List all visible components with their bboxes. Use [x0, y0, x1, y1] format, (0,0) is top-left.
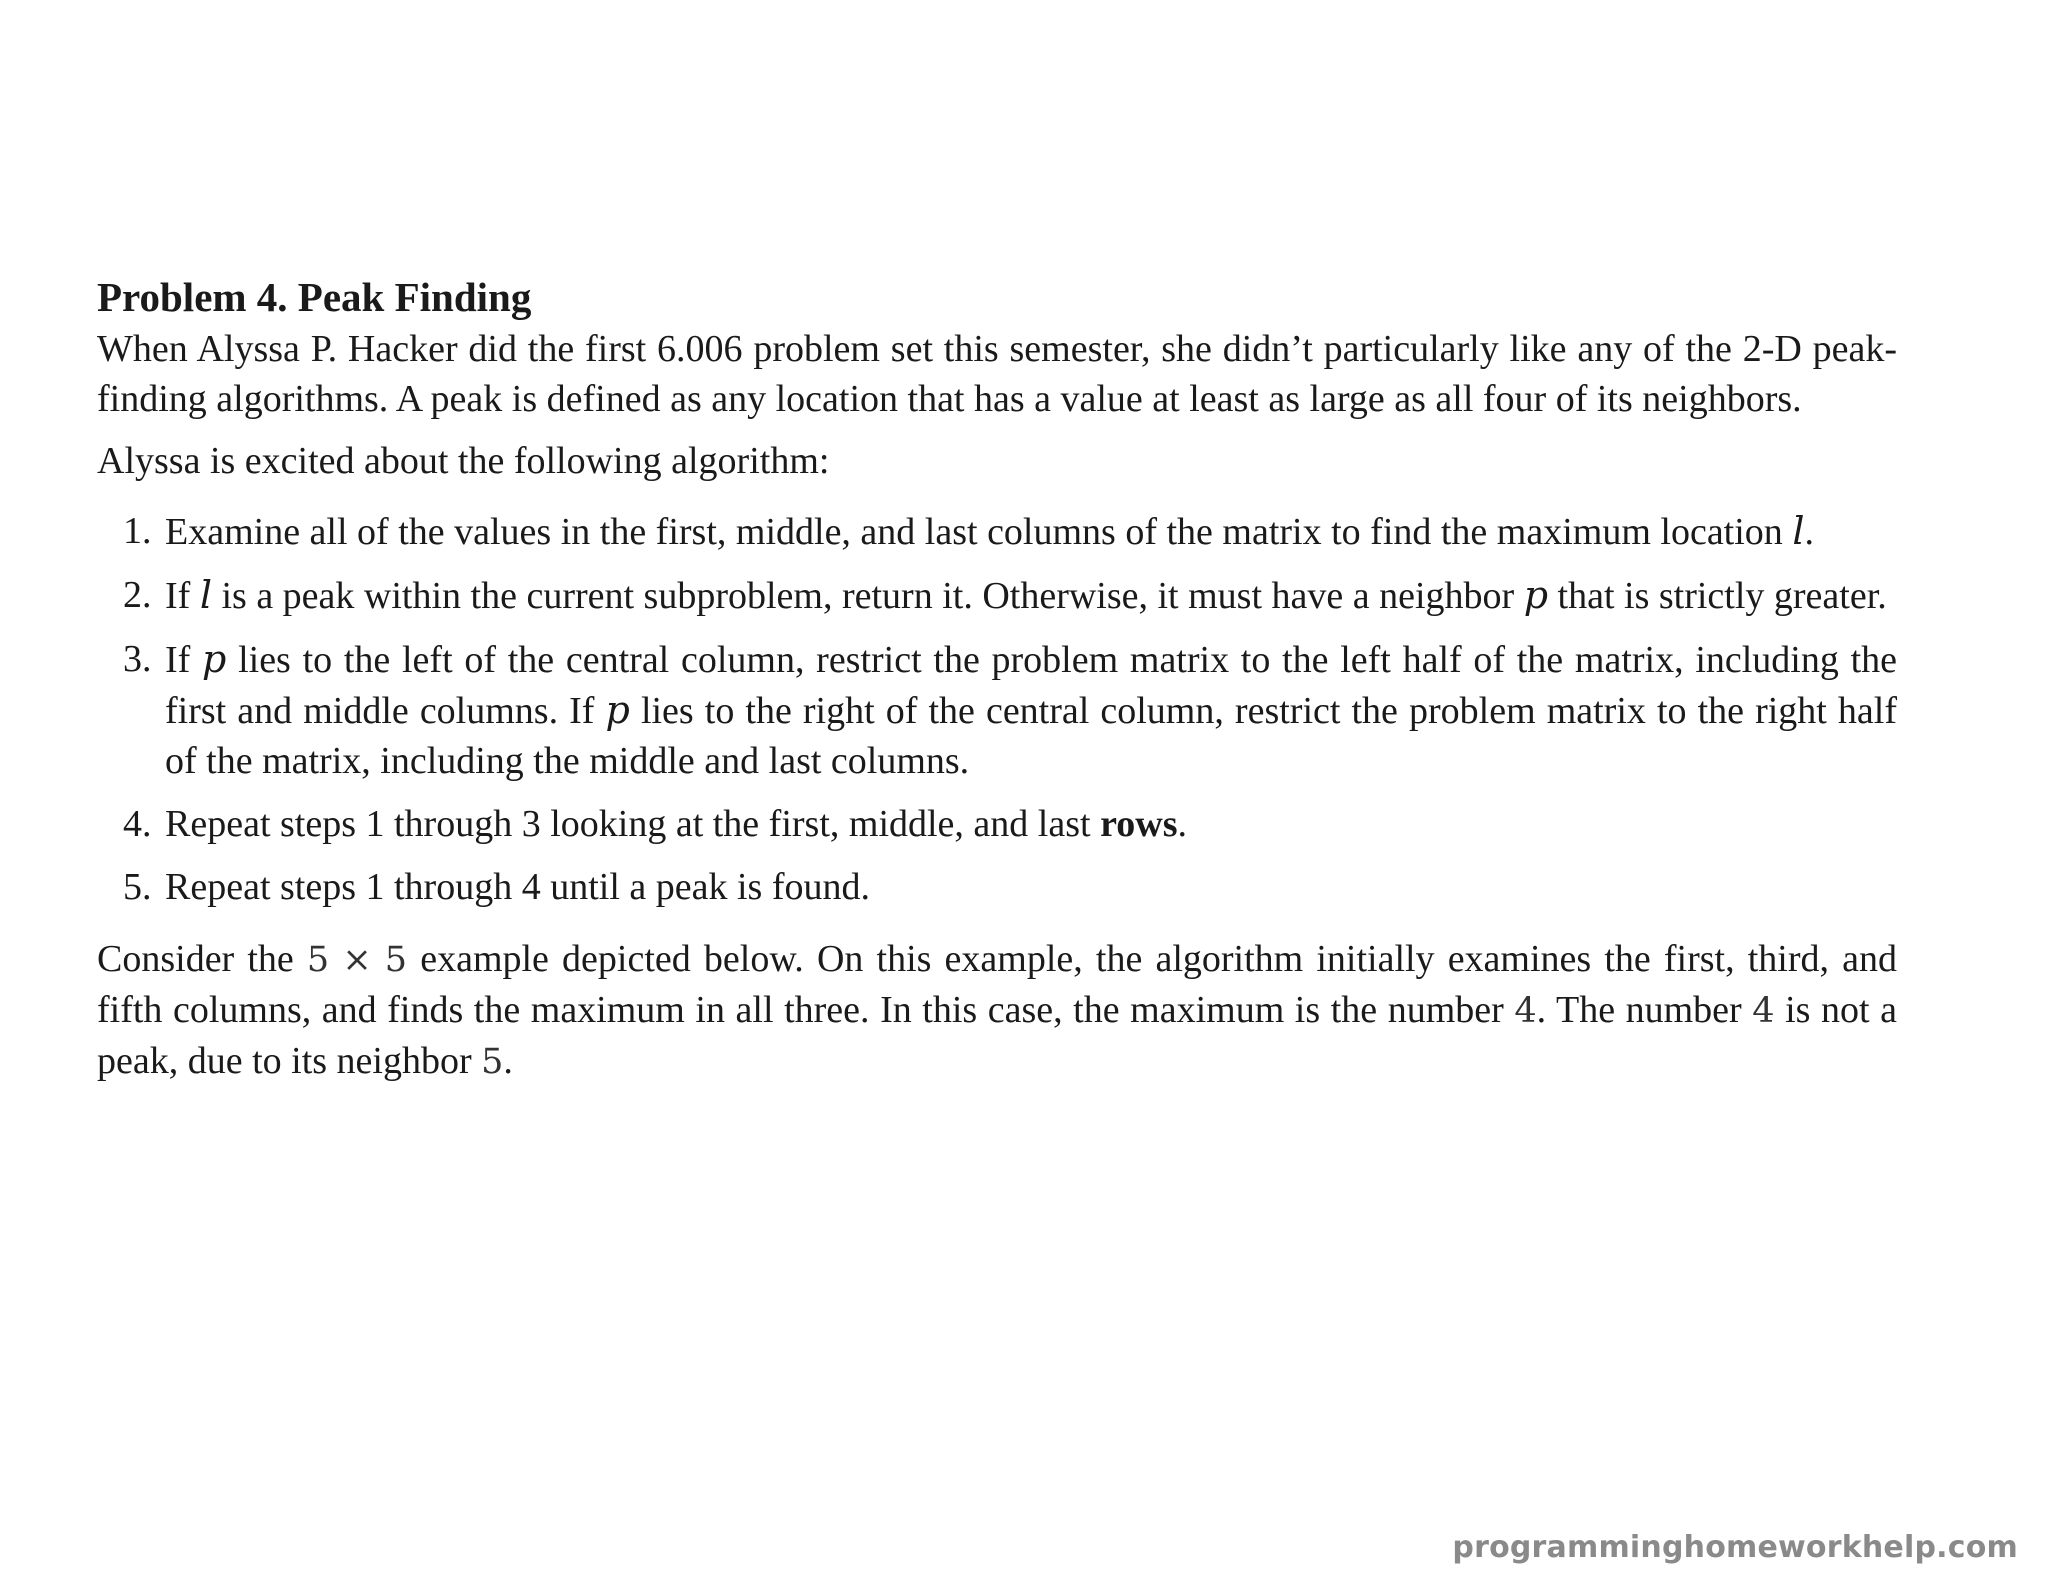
document-page	[97, 272, 1897, 1099]
step-text: Examine all of the values in the first, middle, and last columns of the matrix to find the maximum location	[165, 511, 1793, 553]
times-symbol: ×	[342, 940, 372, 980]
step-text: .	[1804, 511, 1814, 553]
neighbor-value: 5	[481, 1042, 504, 1082]
example-text: Consider the	[97, 938, 307, 980]
emphasis-rows: rows	[1100, 803, 1178, 845]
example-paragraph	[97, 934, 1897, 1087]
step-number: 5.	[123, 866, 152, 908]
step-number: 4.	[123, 803, 152, 845]
step-4	[97, 799, 1897, 849]
variable-p: p	[605, 688, 630, 732]
matrix-dimension: 5	[306, 940, 330, 980]
intro-paragraph: When Alyssa P. Hacker did the first 6.006 problem set this semester, she didn’t particularly like any of the 2-D peak-finding algorithms. A peak is defined as any location that has a value at least as large as all four of its neighbors.	[97, 328, 1897, 420]
step-3	[97, 634, 1897, 786]
maximum-value: 4	[1752, 991, 1775, 1031]
variable-l: l	[199, 573, 212, 617]
step-text: that is strictly greater.	[1548, 575, 1887, 617]
watermark: programminghomeworkhelp.com	[1452, 1530, 2018, 1565]
algorithm-steps	[97, 506, 1897, 912]
example-text: . The number	[1536, 989, 1753, 1031]
variable-p: p	[202, 637, 227, 681]
step-text: Repeat steps 1 through 3 looking at the first, middle, and last	[165, 803, 1101, 845]
step-text: is a peak within the current subproblem, return it. Otherwise, it must have a neighbor	[211, 575, 1524, 617]
step-1	[97, 506, 1897, 557]
example-text: example depicted below. On this example, the algorithm initially examines the first, third, and fifth columns, and finds the maximum in all three. In this case, the maximum is the number	[97, 938, 1898, 1031]
variable-p: p	[1523, 573, 1549, 617]
example-text: .	[503, 1040, 513, 1082]
step-text: Repeat steps 1 through 4 until a peak is found.	[165, 866, 870, 908]
step-5	[97, 862, 1897, 912]
step-text: lies to the left of the central column, restrict the problem matrix to the left half of the matrix, including the first and middle columns. If	[165, 639, 1897, 732]
step-text: If	[165, 639, 203, 681]
step-number: 1.	[123, 510, 152, 552]
step-text: .	[1177, 803, 1187, 845]
step-2	[97, 570, 1897, 621]
example-text: is not a peak, due to its neighbor	[97, 989, 1897, 1082]
variable-l: l	[1792, 509, 1805, 553]
step-text: If	[165, 575, 200, 617]
problem-title: Problem 4. Peak Finding	[97, 274, 532, 320]
step-number: 3.	[123, 638, 152, 680]
lead-in-paragraph: Alyssa is excited about the following algorithm:	[97, 440, 830, 482]
matrix-dimension: 5	[384, 940, 408, 980]
step-text: lies to the right of the central column, restrict the problem matrix to the right half of the matrix, including the middle and last columns.	[165, 690, 1897, 782]
step-number: 2.	[123, 574, 152, 616]
maximum-value: 4	[1514, 991, 1537, 1031]
